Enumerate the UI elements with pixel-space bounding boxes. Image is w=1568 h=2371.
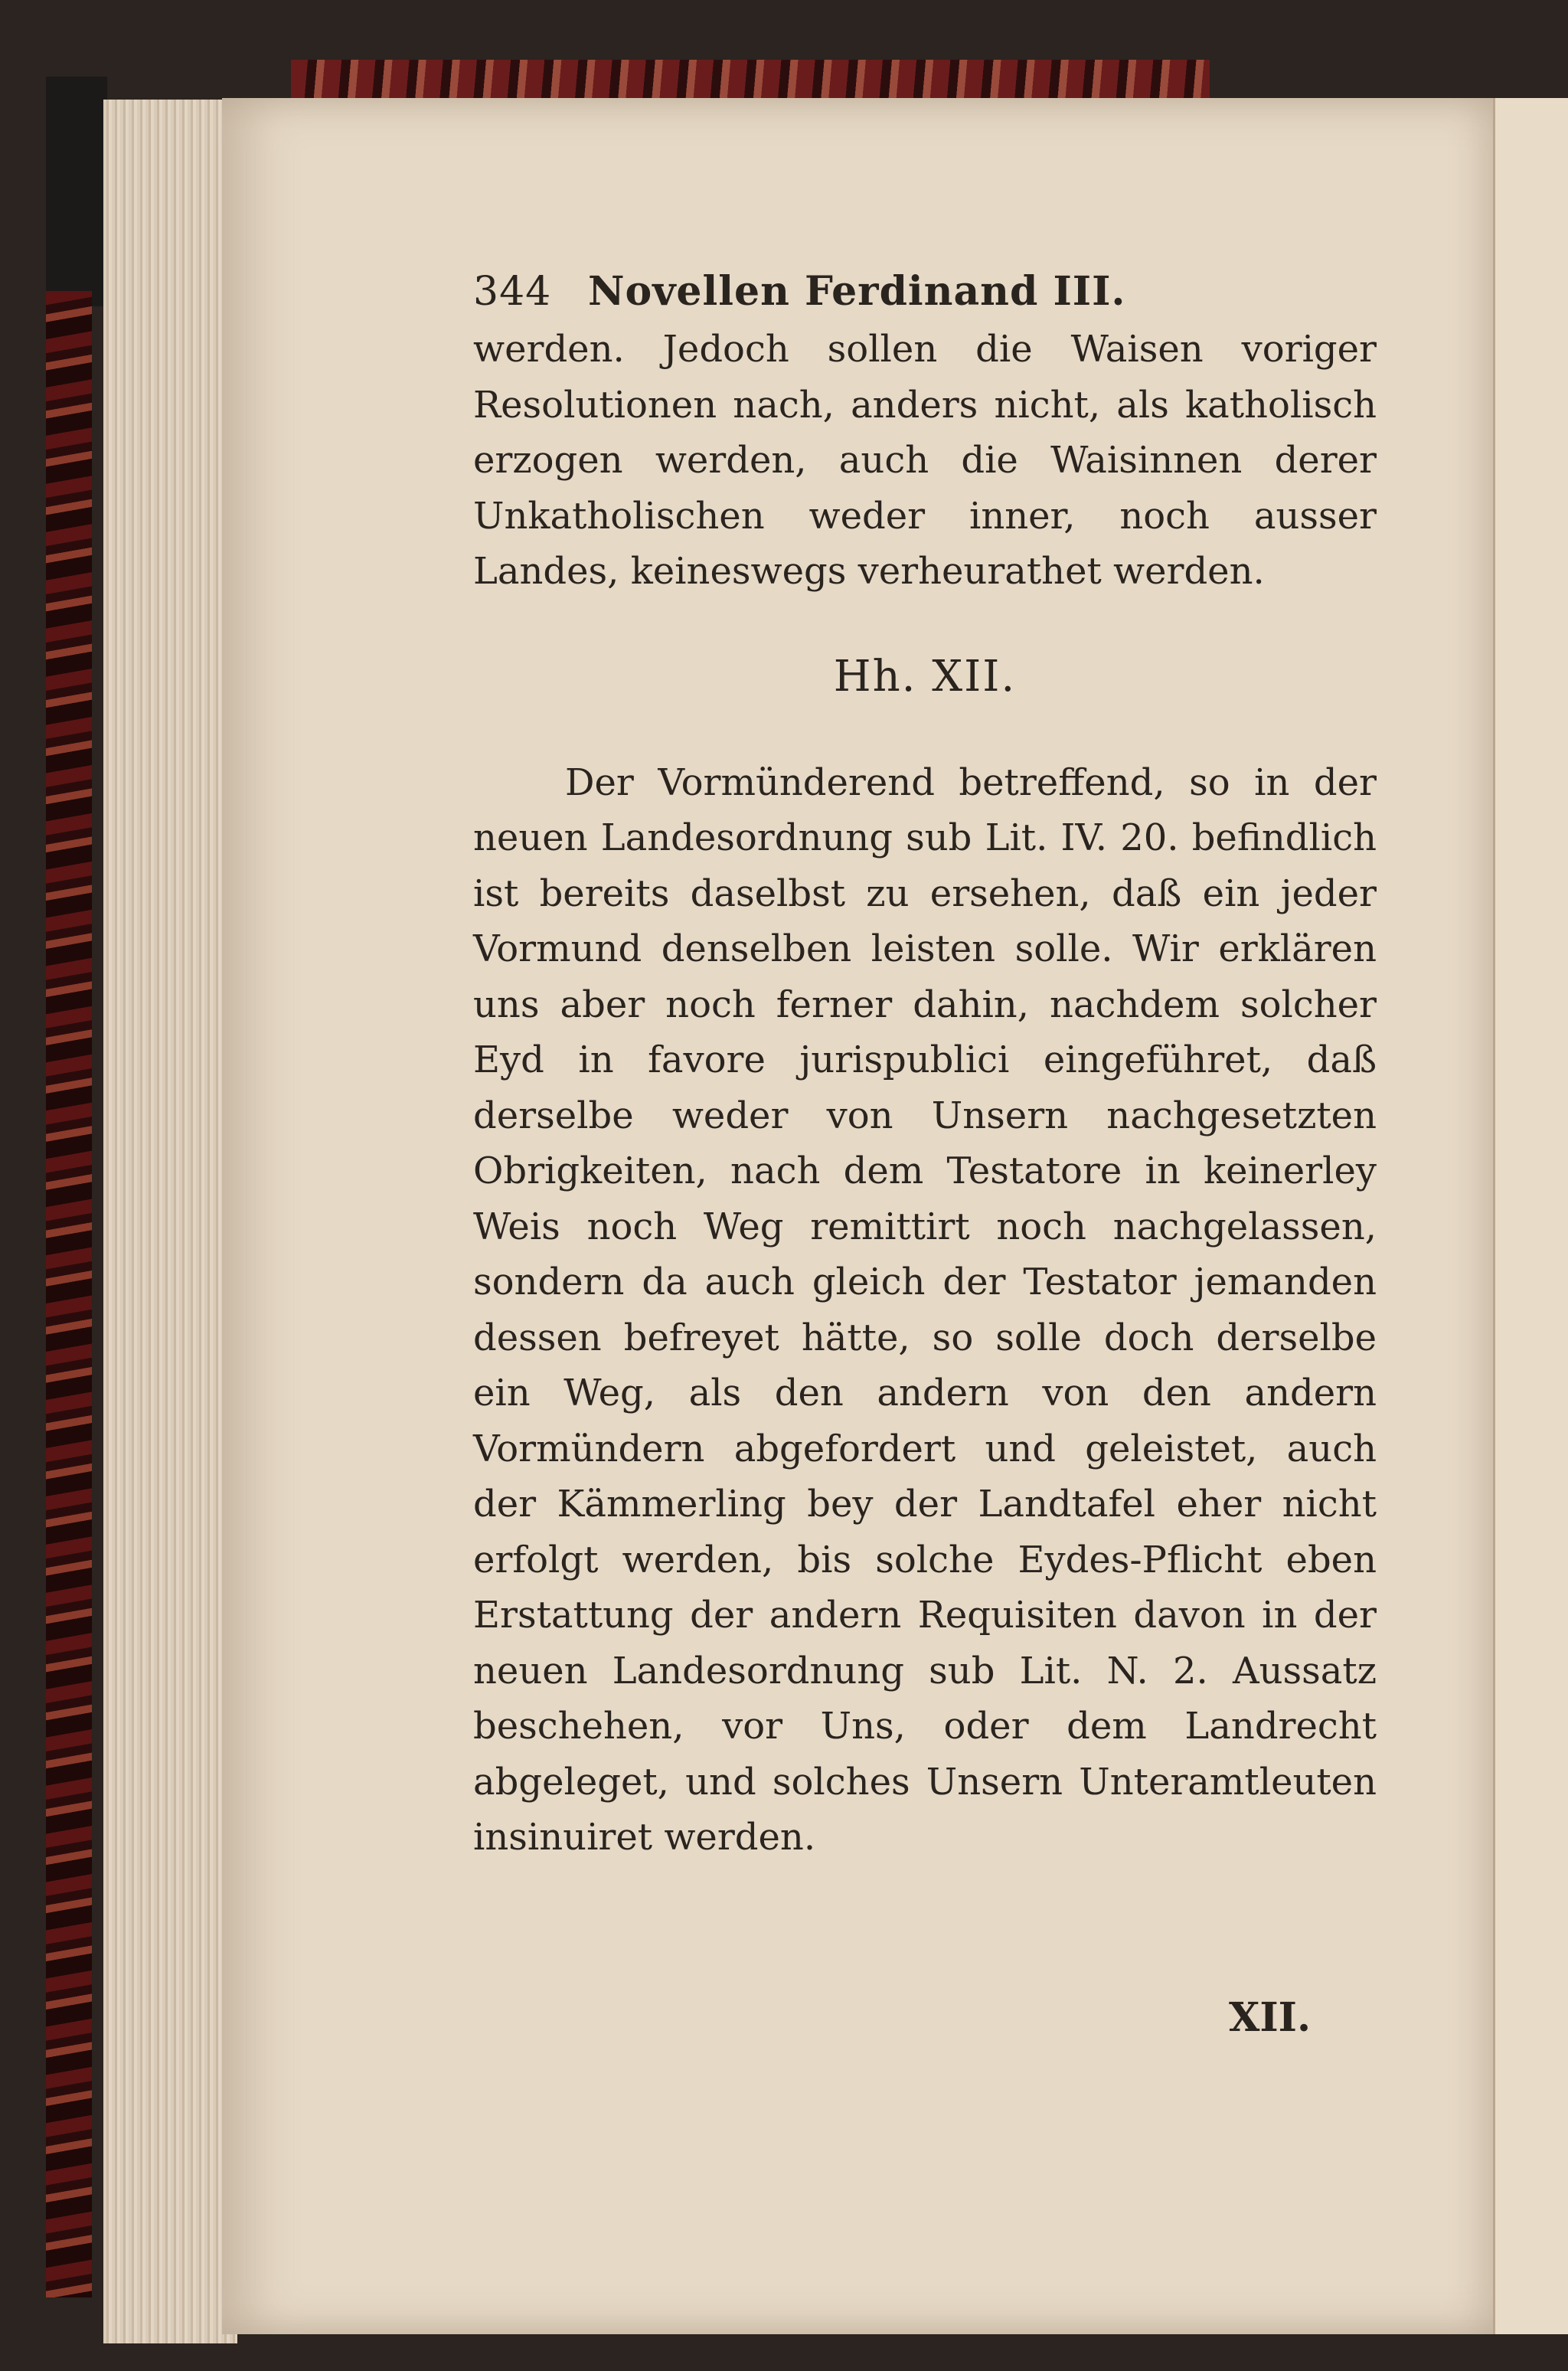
book-spine [46,77,107,306]
page-header [473,268,1377,322]
page-edges [103,100,237,2343]
page-text [473,268,1377,1866]
page-number: 344 [473,269,552,315]
continuation-paragraph: werden. Jedoch sollen die Waisen voriger Resolutionen nach, anders nicht, als katholisch erzogen werden, auch die Waisinnen derer Unkatholischen weder inner, noch ausser Landes, keineswegs verheurathet werden. [473,328,1377,593]
section-heading: Hh. XII. [833,651,1017,701]
marbled-cover [46,291,92,2297]
running-title: Novellen Ferdinand III. [588,268,1126,315]
section-paragraph: Der Vormünderend betreffend, so in der neuen Landesordnung sub Lit. IV. 20. befindlich ist bereits daselbst zu ersehen, daß ein jeder Vormund denselben leisten solle. Wir erklären uns aber noch ferner dahin, nachdem solcher Eyd in favore jurispublici eingeführet, daß derselbe weder von Unsern nachgesetzten Obrigkeiten, nach dem Testatore in keinerley Weis noch Weg remittirt noch nachgelassen, sondern da auch gleich der Testator jemanden dessen befreyet hätte, so solle doch derselbe ein Weg, als den andern von den andern Vormündern abgefordert und geleistet, auch der Kämmerling bey der Landtafel eher nicht erfolgt werden, bis solche Eydes-Pflicht eben Erstattung der andern Requisiten davon in der neuen Landesordnung sub Lit. N. 2. Aussatz beschehen, vor Uns, oder dem Landrecht abgeleget, und solches Unsern Unteramtleuten insinuiret werden. [473,760,1377,1859]
catchword: XII. [1229,1994,1312,2041]
facing-page-edge [1493,98,1568,2334]
